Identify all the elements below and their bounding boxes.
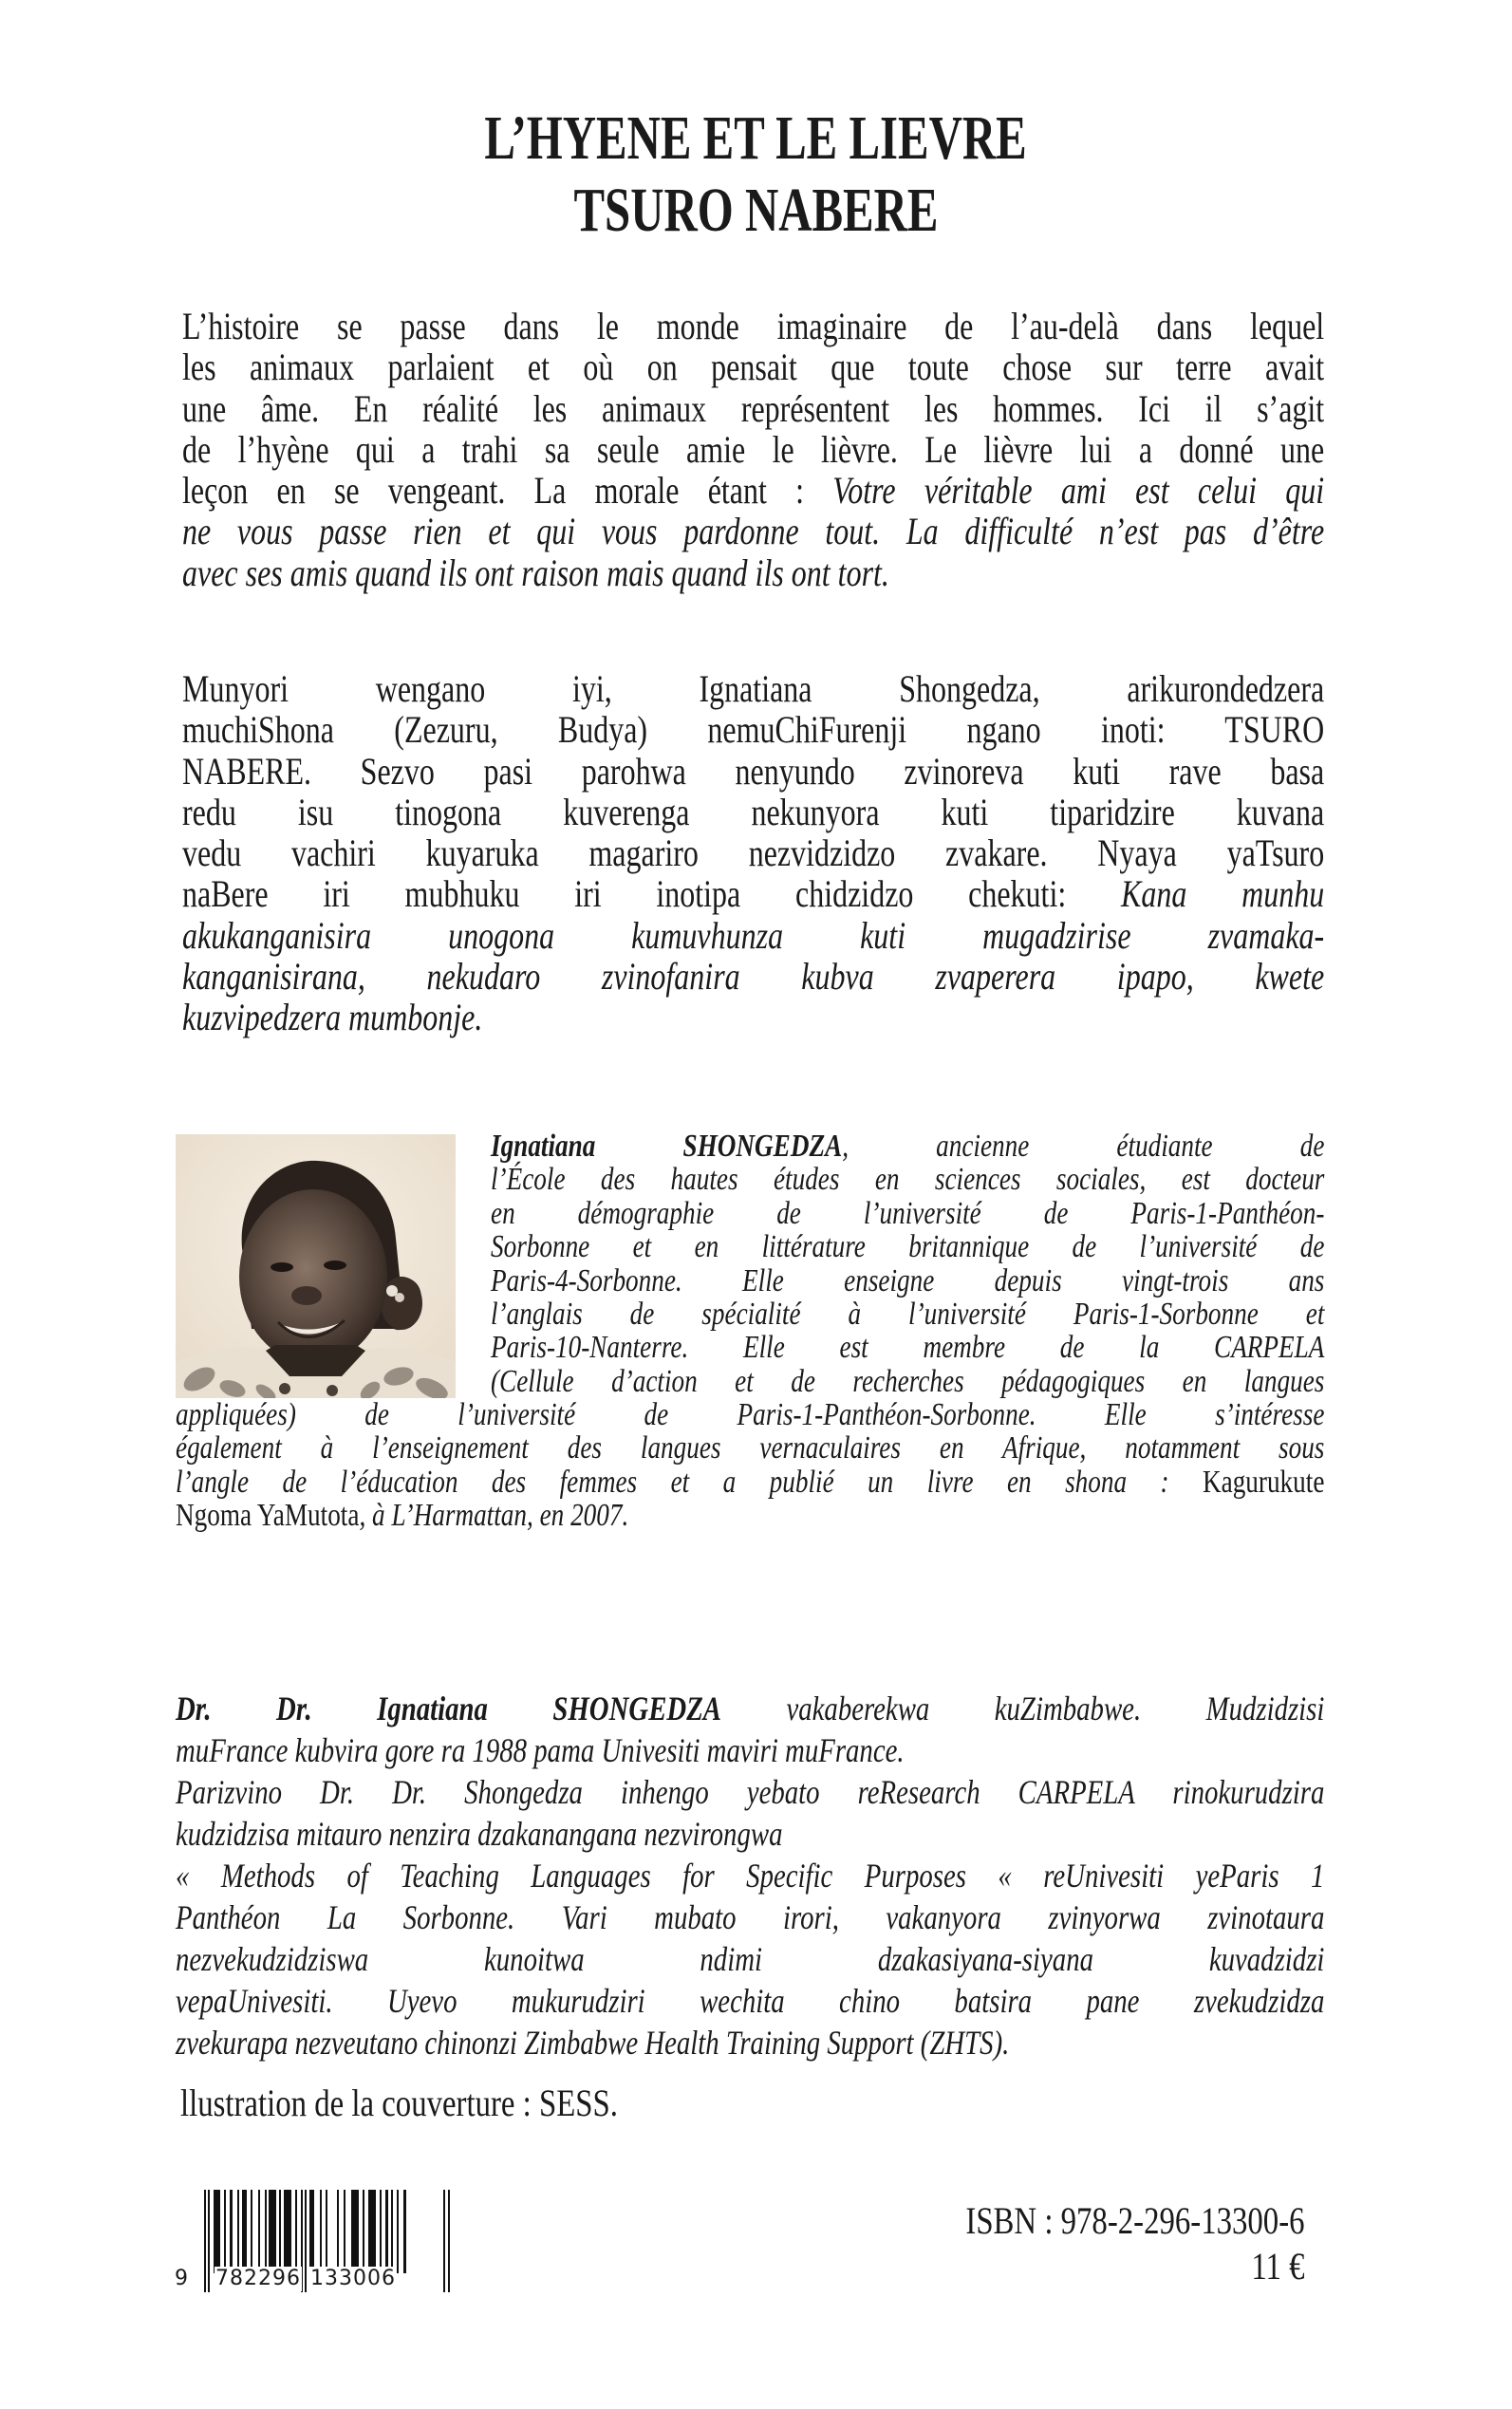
text-line: l’angle de l’éducation des femmes et a publié un livre en shona : Kagurukute xyxy=(176,1464,1325,1500)
book-title-ref: Kagurukute xyxy=(1202,1464,1325,1500)
book-title-line-1 xyxy=(0,104,1512,173)
text-line: leçon en se vengeant. La morale étant : Votre véritable ami est celui qui xyxy=(182,469,1325,513)
author-bio-french-wrapped xyxy=(491,1130,1324,1398)
text-line: Panthéon La Sorbonne. Vari mubato irori, vakanyora zvinyorwa zvinotaura xyxy=(176,1898,1325,1936)
book-title-text-1: L’HYENE ET LE LIEVRE xyxy=(484,103,1028,173)
text-line: de l’hyène qui a trahi sa seule amie le lièvre. Le lièvre lui a donné une xyxy=(182,427,1325,471)
barcode-digits-right: 133006 xyxy=(310,2267,396,2290)
author-bio-french-full xyxy=(176,1398,1324,1533)
book-title-line-2 xyxy=(0,177,1512,245)
author-name: Dr. Dr. Ignatiana SHONGEDZA xyxy=(176,1690,722,1727)
text-line: en démographie de l’université de Paris-1-Panthéon- xyxy=(491,1195,1325,1231)
text-line: ne vous passe rien et qui vous pardonne tout. La difficulté n’est pas d’être xyxy=(182,510,1325,553)
text-line: Ignatiana SHONGEDZA, ancienne étudiante de xyxy=(491,1129,1325,1164)
text-line: zvekurapa nezveutano chinonzi Zimbabwe Health Training Support (ZHTS). xyxy=(176,2024,1010,2062)
text-line: Parizvino Dr. Dr. Shongedza inhengo yebato reResearch CARPELA rinokurudzira xyxy=(176,1773,1325,1811)
text-line: l’École des hautes études en sciences sociales, est docteur xyxy=(491,1162,1325,1198)
isbn-barcode xyxy=(171,2183,465,2302)
text-line: kuzvipedzera mumbonje. xyxy=(182,996,483,1039)
text-line: L’histoire se passe dans le monde imaginaire de l’au-delà dans lequel xyxy=(182,305,1325,347)
text-line: vedu vachiri kuyaruka magariro nezvidzidzo zvakare. Nyaya yaTsuro xyxy=(182,831,1325,875)
text-line: vepaUnivesiti. Uyevo mukurudziri wechita chino batsira pane zvekudzidza xyxy=(176,1982,1325,2020)
text-line: Dr. Dr. Ignatiana SHONGEDZA vakaberekwa kuZimbabwe. Mudzidzisi xyxy=(176,1690,1325,1727)
barcode-digits-left: 782296 xyxy=(215,2267,301,2290)
text-line: une âme. En réalité les animaux représentent les hommes. Ici il s’agit xyxy=(182,386,1325,430)
text-line: également à l’enseignement des langues vernaculaires en Afrique, notamment sous xyxy=(176,1430,1325,1466)
text-line: Paris-10-Nanterre. Elle est membre de la CARPELA xyxy=(491,1330,1325,1366)
author-photo xyxy=(176,1134,456,1398)
text-line: kanganisirana, nekudaro zvinofanira kubva zvaperera ipapo, kwete xyxy=(182,955,1325,999)
text-line: l’anglais de spécialité à l’université Paris-1-Sorbonne et xyxy=(491,1297,1325,1333)
moral-quote: Votre véritable ami est celui qui xyxy=(832,469,1325,513)
text-line: les animaux parlaient et où on pensait que toute chose sur terre avait xyxy=(182,345,1325,389)
text-line: appliquées) de l’université de Paris-1-Panthéon-Sorbonne. Elle s’intéresse xyxy=(176,1397,1325,1432)
text-line: Munyori wengano iyi, Ignatiana Shongedza, arikurondedzera xyxy=(182,667,1325,710)
synopsis-french xyxy=(182,306,1324,593)
barcode-lead-digit: 9 xyxy=(175,2267,188,2290)
book-title-ref: Ngoma YaMutota xyxy=(176,1498,360,1534)
text-line: nezvekudzidziswa kunoitwa ndimi dzakasiyana-siyana kuvadzidzi xyxy=(176,1940,1325,1978)
cover-illustration-credit: llustration de la couverture : SESS. xyxy=(180,2082,618,2124)
book-title-text-2: TSURO NABERE xyxy=(573,176,939,245)
text-line: NABERE. Sezvo pasi parohwa nenyundo zvinoreva kuti rave basa xyxy=(182,749,1325,793)
text-line: Ngoma YaMutota, à L’Harmattan, en 2007. xyxy=(176,1498,629,1534)
text-line: kudzidzisa mitauro nenzira dzakanangana nezvirongwa xyxy=(176,1815,783,1853)
text-line: redu isu tinogona kuverenga nekunyora kuti tiparidzire kuvana xyxy=(182,790,1325,833)
isbn-number: ISBN : 978-2-296-13300-6 xyxy=(965,2199,1305,2242)
author-bio-shona xyxy=(176,1688,1324,2064)
text-line: Sorbonne et en littérature britannique de l’université de xyxy=(491,1229,1325,1265)
author-portrait-icon xyxy=(176,1134,456,1398)
text-line: Paris-4-Sorbonne. Elle enseigne depuis vingt-trois ans xyxy=(491,1262,1325,1298)
text-line: avec ses amis quand ils ont raison mais quand ils ont tort. xyxy=(182,551,889,594)
price: 11 € xyxy=(1251,2245,1305,2288)
text-line: muchiShona (Zezuru, Budya) nemuChiFurenji ngano inoti: TSURO xyxy=(182,708,1325,752)
text-line: akukanganisira unogona kumuvhunza kuti mugadzirise zvamaka- xyxy=(182,913,1325,957)
text-line: naBere iri mubhuku iri inotipa chidzidzo chekuti: Kana munhu xyxy=(182,872,1325,916)
text-line: (Cellule d’action et de recherches pédagogiques en langues xyxy=(491,1363,1325,1399)
synopsis-shona xyxy=(182,668,1324,1038)
text-line: muFrance kubvira gore ra 1988 pama Univesiti maviri muFrance. xyxy=(176,1731,905,1769)
author-name: Ignatiana SHONGEDZA xyxy=(491,1129,843,1164)
text-line: « Methods of Teaching Languages for Specific Purposes « reUnivesiti yeParis 1 xyxy=(176,1857,1325,1895)
